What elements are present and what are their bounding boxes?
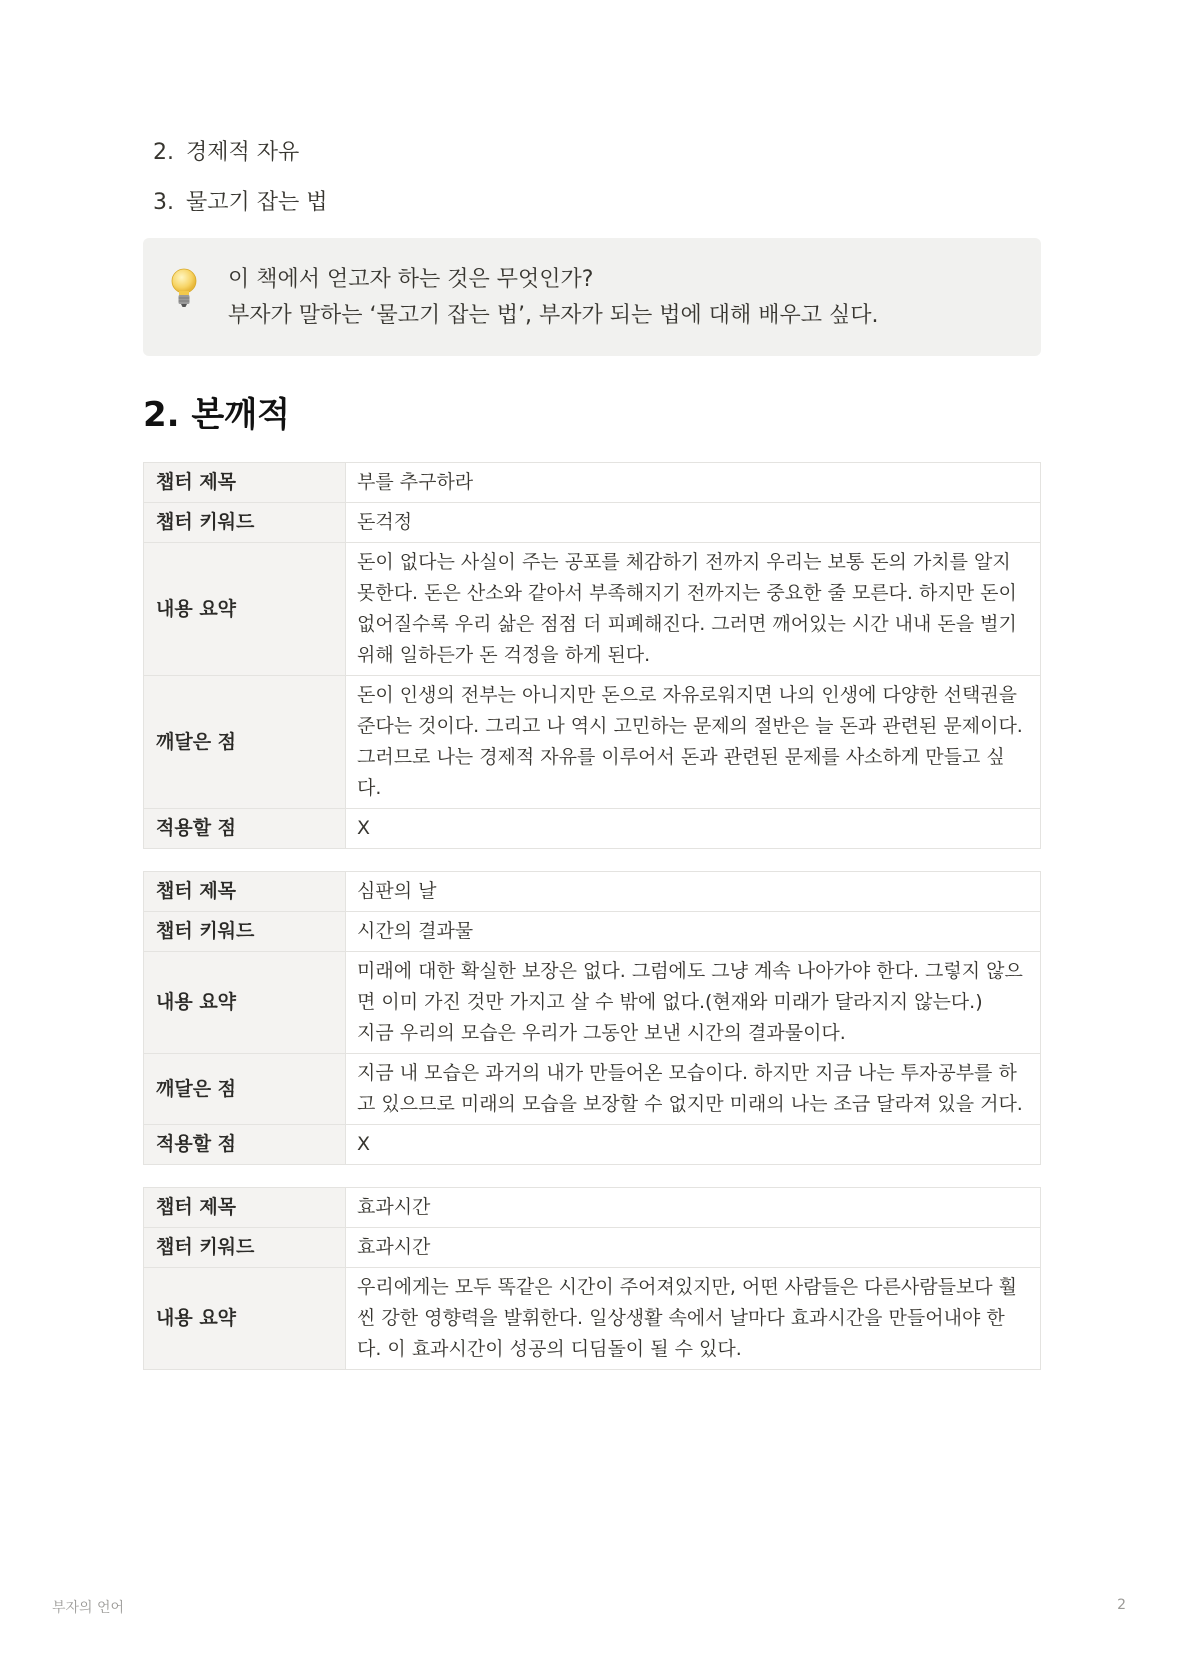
callout-answer: 부자가 말하는 ‘물고기 잡는 법’, 부자가 되는 법에 대해 배우고 싶다. bbox=[228, 303, 879, 328]
table-row bbox=[144, 809, 1041, 849]
row-value-paragraph: 미래에 대한 확실한 보장은 없다. 그럼에도 그냥 계속 나아가야 한다. 그렇지 않으면 이미 가진 것만 가지고 살 수 밖에 없다.(현재와 미래가 달라지지 않는다.) bbox=[357, 960, 1023, 1013]
list-item-text: 경제적 자유 bbox=[186, 140, 300, 165]
row-label: 내용 요약 bbox=[144, 952, 346, 1054]
table-row bbox=[144, 1268, 1041, 1370]
row-value: 지금 내 모습은 과거의 내가 만들어온 모습이다. 하지만 지금 나는 투자공부를 하고 있으므로 미래의 모습을 보장할 수 없지만 미래의 나는 조금 달라져 있을 거다. bbox=[346, 1054, 1041, 1125]
list-number: 3. bbox=[153, 190, 174, 215]
chapter-table bbox=[143, 462, 1041, 849]
page-content bbox=[143, 138, 1041, 1392]
table-row bbox=[144, 676, 1041, 809]
list-number: 2. bbox=[153, 140, 174, 165]
row-label: 챕터 키워드 bbox=[144, 912, 346, 952]
list-item-text: 물고기 잡는 법 bbox=[186, 190, 328, 215]
row-value-paragraph: 돈이 인생의 전부는 아니지만 돈으로 자유로워지면 나의 인생에 다양한 선택권을 준다는 것이다. 그리고 나 역시 고민하는 문제의 절반은 늘 돈과 관련된 문제이다. bbox=[357, 684, 1023, 737]
table-row bbox=[144, 1054, 1041, 1125]
table-row bbox=[144, 1228, 1041, 1268]
numbered-list bbox=[143, 138, 1041, 218]
table-row bbox=[144, 463, 1041, 503]
row-label: 적용할 점 bbox=[144, 809, 346, 849]
row-label: 적용할 점 bbox=[144, 1125, 346, 1165]
lightbulb-icon bbox=[169, 268, 199, 310]
row-value: 시간의 결과물 bbox=[346, 912, 1041, 952]
table-row bbox=[144, 1188, 1041, 1228]
callout-question: 이 책에서 얻고자 하는 것은 무엇인가? bbox=[228, 267, 594, 292]
row-value bbox=[346, 676, 1041, 809]
row-label: 챕터 제목 bbox=[144, 463, 346, 503]
row-label: 챕터 제목 bbox=[144, 872, 346, 912]
row-value-paragraph: 지금 우리의 모습은 우리가 그동안 보낸 시간의 결과물이다. bbox=[357, 1022, 846, 1044]
row-value: 심판의 날 bbox=[346, 872, 1041, 912]
callout-box bbox=[143, 238, 1041, 356]
row-value: 효과시간 bbox=[346, 1228, 1041, 1268]
row-value: 우리에게는 모두 똑같은 시간이 주어져있지만, 어떤 사람들은 다른사람들보다 훨씬 강한 영향력을 발휘한다. 일상생활 속에서 날마다 효과시간을 만들어내야 한다. 이 효과시간이 성공의 디딤돌이 될 수 있다. bbox=[346, 1268, 1041, 1370]
list-item bbox=[143, 188, 1041, 218]
row-label: 내용 요약 bbox=[144, 1268, 346, 1370]
table-row bbox=[144, 503, 1041, 543]
row-value: 돈이 없다는 사실이 주는 공포를 체감하기 전까지 우리는 보통 돈의 가치를 알지 못한다. 돈은 산소와 같아서 부족해지기 전까지는 중요한 줄 모른다. 하지만 돈이 없어질수록 우리 삶은 점점 더 피폐해진다. 그러면 깨어있는 시간 내내 돈을 벌기 위해 일하든가 돈 걱정을 하게 된다. bbox=[346, 543, 1041, 676]
row-label: 내용 요약 bbox=[144, 543, 346, 676]
table-row bbox=[144, 1125, 1041, 1165]
row-value-paragraph: 그러므로 나는 경제적 자유를 이루어서 돈과 관련된 문제를 사소하게 만들고 싶다. bbox=[357, 746, 1005, 799]
row-value: X bbox=[346, 1125, 1041, 1165]
table-row bbox=[144, 872, 1041, 912]
chapter-table bbox=[143, 1187, 1041, 1370]
table-row bbox=[144, 952, 1041, 1054]
row-label: 챕터 키워드 bbox=[144, 1228, 346, 1268]
row-value: X bbox=[346, 809, 1041, 849]
chapter-table bbox=[143, 871, 1041, 1165]
row-label: 챕터 제목 bbox=[144, 1188, 346, 1228]
footer-document-title: 부자의 언어 bbox=[52, 1600, 125, 1616]
row-label: 깨달은 점 bbox=[144, 676, 346, 809]
row-value: 부를 추구하라 bbox=[346, 463, 1041, 503]
row-value: 돈걱정 bbox=[346, 503, 1041, 543]
row-label: 깨달은 점 bbox=[144, 1054, 346, 1125]
row-label: 챕터 키워드 bbox=[144, 503, 346, 543]
footer-page-number: 2 bbox=[1117, 1597, 1126, 1613]
section-heading: 2. 본깨적 bbox=[143, 395, 290, 435]
row-value: 효과시간 bbox=[346, 1188, 1041, 1228]
table-row bbox=[144, 543, 1041, 676]
table-row bbox=[144, 912, 1041, 952]
list-item bbox=[143, 138, 1041, 168]
row-value bbox=[346, 952, 1041, 1054]
